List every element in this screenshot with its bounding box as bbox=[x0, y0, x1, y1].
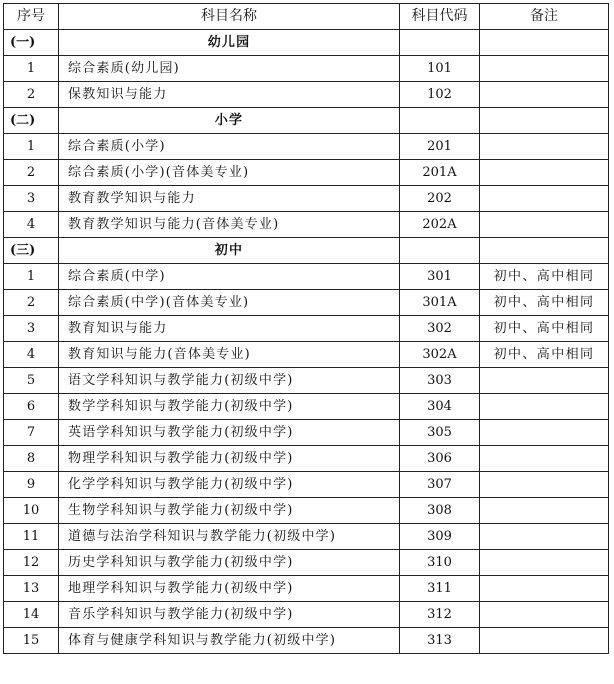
subject-name: 综合素质(小学) bbox=[59, 134, 400, 160]
section-note-empty bbox=[480, 108, 609, 134]
row-number: 1 bbox=[4, 56, 59, 82]
subject-code: 311 bbox=[400, 576, 480, 602]
table-row bbox=[4, 342, 609, 368]
subject-note: 初中、高中相同 bbox=[480, 316, 609, 342]
section-row bbox=[4, 108, 609, 134]
subject-code: 301 bbox=[400, 264, 480, 290]
subject-note bbox=[480, 186, 609, 212]
row-number: 8 bbox=[4, 446, 59, 472]
header-no: 序号 bbox=[4, 4, 59, 30]
subject-code: 312 bbox=[400, 602, 480, 628]
subject-name: 道德与法治学科知识与教学能力(初级中学) bbox=[59, 524, 400, 550]
row-number: 13 bbox=[4, 576, 59, 602]
subject-code: 307 bbox=[400, 472, 480, 498]
table-row bbox=[4, 394, 609, 420]
subject-note: 初中、高中相同 bbox=[480, 290, 609, 316]
row-number: 3 bbox=[4, 316, 59, 342]
header-row bbox=[4, 4, 609, 30]
table-row bbox=[4, 420, 609, 446]
row-number: 15 bbox=[4, 628, 59, 654]
section-number: (一) bbox=[4, 30, 59, 56]
subject-note bbox=[480, 550, 609, 576]
subject-note bbox=[480, 472, 609, 498]
table-row bbox=[4, 368, 609, 394]
subject-name: 音乐学科知识与教学能力(初级中学) bbox=[59, 602, 400, 628]
table-row bbox=[4, 160, 609, 186]
table-row bbox=[4, 602, 609, 628]
subject-code: 201 bbox=[400, 134, 480, 160]
section-row bbox=[4, 30, 609, 56]
subject-note bbox=[480, 212, 609, 238]
table-row bbox=[4, 472, 609, 498]
subject-name: 综合素质(中学) bbox=[59, 264, 400, 290]
subject-name: 综合素质(中学)(音体美专业) bbox=[59, 290, 400, 316]
subject-name: 保教知识与能力 bbox=[59, 82, 400, 108]
row-number: 10 bbox=[4, 498, 59, 524]
subject-name: 教育教学知识与能力 bbox=[59, 186, 400, 212]
subject-name: 物理学科知识与教学能力(初级中学) bbox=[59, 446, 400, 472]
subject-code: 202A bbox=[400, 212, 480, 238]
subject-name: 历史学科知识与教学能力(初级中学) bbox=[59, 550, 400, 576]
subject-code: 302 bbox=[400, 316, 480, 342]
section-title: 幼儿园 bbox=[59, 30, 400, 56]
row-number: 2 bbox=[4, 160, 59, 186]
subject-note bbox=[480, 576, 609, 602]
section-number: (三) bbox=[4, 238, 59, 264]
subject-code: 309 bbox=[400, 524, 480, 550]
subject-note bbox=[480, 82, 609, 108]
row-number: 12 bbox=[4, 550, 59, 576]
row-number: 9 bbox=[4, 472, 59, 498]
subject-code: 310 bbox=[400, 550, 480, 576]
section-code-empty bbox=[400, 30, 480, 56]
subject-code: 102 bbox=[400, 82, 480, 108]
subject-name: 体育与健康学科知识与教学能力(初级中学) bbox=[59, 628, 400, 654]
table-row bbox=[4, 264, 609, 290]
section-row bbox=[4, 238, 609, 264]
row-number: 4 bbox=[4, 342, 59, 368]
subject-note bbox=[480, 628, 609, 654]
table-row bbox=[4, 56, 609, 82]
section-number: (二) bbox=[4, 108, 59, 134]
subject-code: 313 bbox=[400, 628, 480, 654]
subject-name: 教育知识与能力(音体美专业) bbox=[59, 342, 400, 368]
table-row bbox=[4, 498, 609, 524]
table-row bbox=[4, 316, 609, 342]
subject-note bbox=[480, 498, 609, 524]
header-note: 备注 bbox=[480, 4, 609, 30]
header-code: 科目代码 bbox=[400, 4, 480, 30]
row-number: 14 bbox=[4, 602, 59, 628]
row-number: 1 bbox=[4, 264, 59, 290]
subject-code: 308 bbox=[400, 498, 480, 524]
row-number: 1 bbox=[4, 134, 59, 160]
subject-code: 304 bbox=[400, 394, 480, 420]
table-row bbox=[4, 576, 609, 602]
subject-code: 302A bbox=[400, 342, 480, 368]
section-title: 初中 bbox=[59, 238, 400, 264]
subject-note bbox=[480, 56, 609, 82]
table-row bbox=[4, 446, 609, 472]
subject-note bbox=[480, 446, 609, 472]
table-row bbox=[4, 134, 609, 160]
row-number: 2 bbox=[4, 290, 59, 316]
table-row bbox=[4, 186, 609, 212]
table-row bbox=[4, 82, 609, 108]
subject-name: 地理学科知识与教学能力(初级中学) bbox=[59, 576, 400, 602]
subject-code: 303 bbox=[400, 368, 480, 394]
table-row bbox=[4, 550, 609, 576]
subject-name: 英语学科知识与教学能力(初级中学) bbox=[59, 420, 400, 446]
section-code-empty bbox=[400, 108, 480, 134]
row-number: 3 bbox=[4, 186, 59, 212]
table-row bbox=[4, 628, 609, 654]
subject-note: 初中、高中相同 bbox=[480, 342, 609, 368]
row-number: 11 bbox=[4, 524, 59, 550]
subject-note bbox=[480, 160, 609, 186]
subject-note bbox=[480, 368, 609, 394]
subject-code: 201A bbox=[400, 160, 480, 186]
section-note-empty bbox=[480, 238, 609, 264]
table-row bbox=[4, 524, 609, 550]
section-code-empty bbox=[400, 238, 480, 264]
subject-name: 教育知识与能力 bbox=[59, 316, 400, 342]
row-number: 2 bbox=[4, 82, 59, 108]
subject-note bbox=[480, 394, 609, 420]
section-title: 小学 bbox=[59, 108, 400, 134]
subject-name: 综合素质(幼儿园) bbox=[59, 56, 400, 82]
section-note-empty bbox=[480, 30, 609, 56]
subject-code: 202 bbox=[400, 186, 480, 212]
subject-code: 301A bbox=[400, 290, 480, 316]
subject-note bbox=[480, 420, 609, 446]
subject-code: 101 bbox=[400, 56, 480, 82]
subject-note: 初中、高中相同 bbox=[480, 264, 609, 290]
header-name: 科目名称 bbox=[59, 4, 400, 30]
subject-name: 生物学科知识与教学能力(初级中学) bbox=[59, 498, 400, 524]
subject-code: 305 bbox=[400, 420, 480, 446]
row-number: 6 bbox=[4, 394, 59, 420]
row-number: 4 bbox=[4, 212, 59, 238]
subject-name: 综合素质(小学)(音体美专业) bbox=[59, 160, 400, 186]
subject-name: 教育教学知识与能力(音体美专业) bbox=[59, 212, 400, 238]
subject-name: 化学学科知识与教学能力(初级中学) bbox=[59, 472, 400, 498]
table-row bbox=[4, 212, 609, 238]
subject-note bbox=[480, 134, 609, 160]
row-number: 5 bbox=[4, 368, 59, 394]
subject-note bbox=[480, 524, 609, 550]
table-body bbox=[4, 30, 609, 654]
row-number: 7 bbox=[4, 420, 59, 446]
table-row bbox=[4, 290, 609, 316]
subject-name: 数学学科知识与教学能力(初级中学) bbox=[59, 394, 400, 420]
subject-note bbox=[480, 602, 609, 628]
subject-table bbox=[3, 3, 609, 654]
subject-code: 306 bbox=[400, 446, 480, 472]
subject-name: 语文学科知识与教学能力(初级中学) bbox=[59, 368, 400, 394]
